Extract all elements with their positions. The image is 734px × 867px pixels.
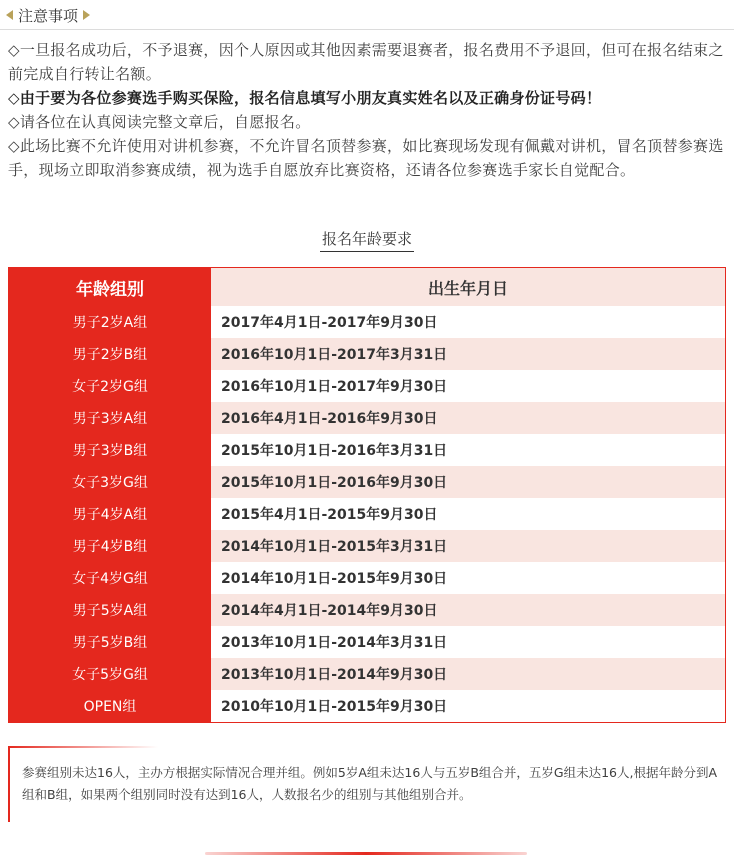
table-row bbox=[9, 498, 725, 530]
notes-block bbox=[8, 38, 728, 182]
footnote-text: 参赛组别未达16人，主办方根据实际情况合理并组。例如5岁A组未达16人与五岁B组合并，五岁G组未达16人,根据年龄分到A组和B组，如果两个组别同时没有达到16人，人数报名少的组别与其他组别合并。 bbox=[22, 765, 718, 802]
note-item: ◇一旦报名成功后，不予退赛，因个人原因或其他因素需要退赛者，报名费用不予退回，但可在报名结束之前完成自行转让名额。 bbox=[8, 41, 724, 83]
group-cell: 女子3岁G组 bbox=[9, 466, 211, 498]
birth-date-cell: 2014年10月1日-2015年3月31日 bbox=[211, 530, 725, 562]
note-item-emphasis: ◇由于要为各位参赛选手购买保险，报名信息填写小朋友真实姓名以及正确身份证号码！ bbox=[8, 89, 602, 107]
table-row bbox=[9, 594, 725, 626]
birth-date-cell: 2013年10月1日-2014年9月30日 bbox=[211, 658, 725, 690]
group-cell: 男子4岁A组 bbox=[9, 498, 211, 530]
note-item: ◇此场比赛不允许使用对讲机参赛，不允许冒名顶替参赛，如比赛现场发现有佩戴对讲机，冒名顶替参赛选手，现场立即取消参赛成绩，视为选手自愿放弃比赛资格，还请各位参赛选手家长自觉配合。 bbox=[8, 137, 724, 179]
group-cell: 男子2岁A组 bbox=[9, 306, 211, 338]
birth-date-cell: 2015年4月1日-2015年9月30日 bbox=[211, 498, 725, 530]
triangle-left-icon bbox=[6, 10, 13, 20]
group-cell: 男子5岁B组 bbox=[9, 626, 211, 658]
group-cell: 男子3岁A组 bbox=[9, 402, 211, 434]
group-cell: OPEN组 bbox=[9, 690, 211, 722]
table-row bbox=[9, 658, 725, 690]
section-title: 注意事项 bbox=[18, 6, 79, 25]
group-cell: 女子2岁G组 bbox=[9, 370, 211, 402]
header-group-cell: 年龄组别 bbox=[9, 268, 211, 306]
table-row bbox=[9, 530, 725, 562]
table-row bbox=[9, 434, 725, 466]
table-row bbox=[9, 370, 725, 402]
section-header bbox=[6, 4, 90, 26]
table-row bbox=[9, 626, 725, 658]
group-cell: 女子4岁G组 bbox=[9, 562, 211, 594]
age-group-table bbox=[8, 267, 726, 723]
note-item: ◇请各位在认真阅读完整文章后，自愿报名。 bbox=[8, 113, 311, 131]
table-row bbox=[9, 306, 725, 338]
header-divider bbox=[0, 29, 734, 30]
footnote-box bbox=[8, 746, 726, 822]
age-requirement-heading bbox=[312, 228, 422, 251]
birth-date-cell: 2015年10月1日-2016年9月30日 bbox=[211, 466, 725, 498]
birth-date-cell: 2015年10月1日-2016年3月31日 bbox=[211, 434, 725, 466]
table-row bbox=[9, 466, 725, 498]
footnote-top-accent bbox=[8, 746, 158, 748]
table-row bbox=[9, 562, 725, 594]
group-cell: 男子2岁B组 bbox=[9, 338, 211, 370]
table-row bbox=[9, 338, 725, 370]
header-birth-cell: 出生年月日 bbox=[211, 268, 725, 306]
group-cell: 男子5岁A组 bbox=[9, 594, 211, 626]
table-header-row bbox=[9, 268, 725, 306]
footnote-left-bar bbox=[8, 746, 10, 822]
birth-date-cell: 2016年10月1日-2017年3月31日 bbox=[211, 338, 725, 370]
birth-date-cell: 2010年10月1日-2015年9月30日 bbox=[211, 690, 725, 722]
triangle-right-icon bbox=[83, 10, 90, 20]
group-cell: 男子3岁B组 bbox=[9, 434, 211, 466]
table-row bbox=[9, 402, 725, 434]
age-requirement-heading-text: 报名年龄要求 bbox=[321, 230, 412, 248]
birth-date-cell: 2017年4月1日-2017年9月30日 bbox=[211, 306, 725, 338]
group-cell: 女子5岁G组 bbox=[9, 658, 211, 690]
birth-date-cell: 2013年10月1日-2014年3月31日 bbox=[211, 626, 725, 658]
heading-underline bbox=[320, 251, 414, 252]
age-requirement-heading-wrap bbox=[0, 228, 734, 251]
bottom-decorative-line bbox=[205, 852, 527, 855]
birth-date-cell: 2014年4月1日-2014年9月30日 bbox=[211, 594, 725, 626]
birth-date-cell: 2014年10月1日-2015年9月30日 bbox=[211, 562, 725, 594]
table-row bbox=[9, 690, 725, 722]
birth-date-cell: 2016年4月1日-2016年9月30日 bbox=[211, 402, 725, 434]
birth-date-cell: 2016年10月1日-2017年9月30日 bbox=[211, 370, 725, 402]
group-cell: 男子4岁B组 bbox=[9, 530, 211, 562]
